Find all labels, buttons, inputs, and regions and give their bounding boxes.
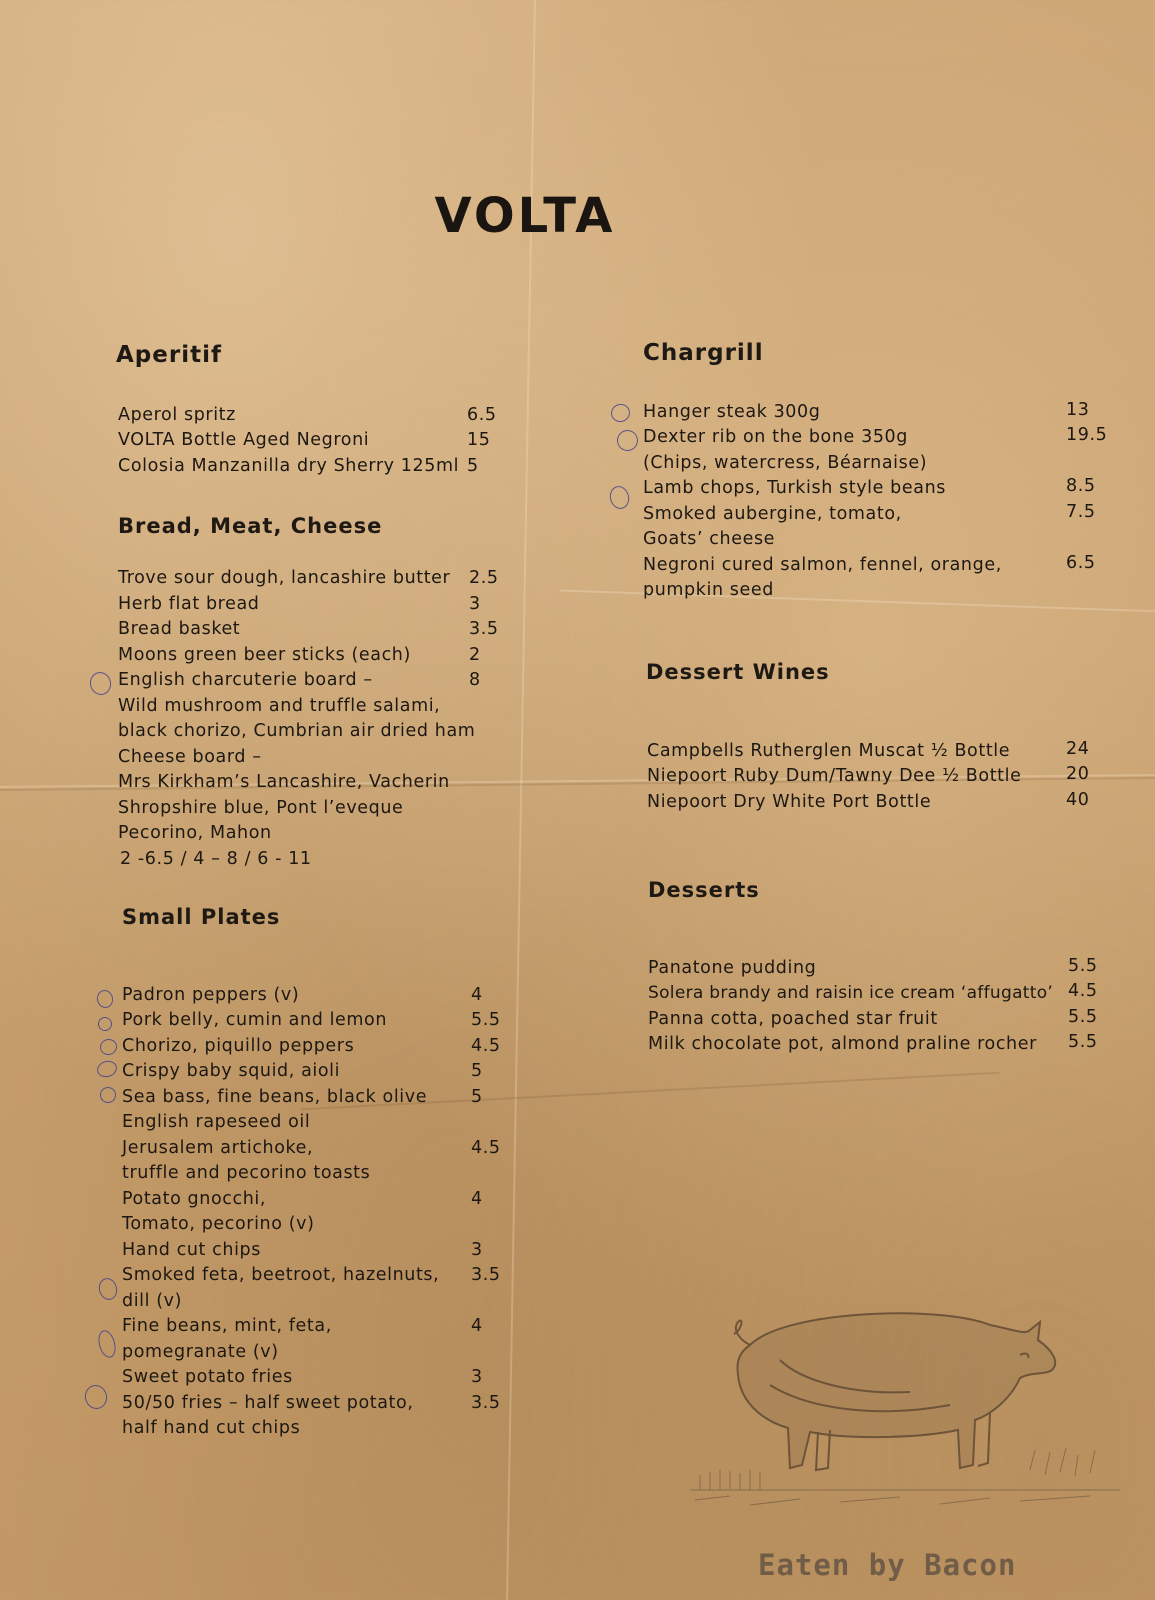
menu-line: Hand cut chips <box>122 1240 261 1260</box>
item-price: 40 <box>1066 790 1090 810</box>
item-price: 19.5 <box>1066 425 1108 445</box>
item-price: 5 <box>471 1061 483 1081</box>
menu-line: Jerusalem artichoke, <box>122 1138 314 1158</box>
menu-line: Padron peppers (v) <box>122 985 300 1005</box>
item-price: 8 <box>469 670 481 690</box>
menu-item: Panna cotta, poached star fruit <box>648 1009 938 1029</box>
item-price: 3 <box>469 594 481 614</box>
chargrill-heading: Chargrill <box>643 340 764 366</box>
menu-line: 2 -6.5 / 4 – 8 / 6 - 11 <box>120 849 312 869</box>
menu-item: Niepoort Dry White Port Bottle <box>647 792 932 812</box>
pig-illustration <box>690 1300 1120 1520</box>
pen-circle-mark <box>607 484 631 511</box>
pen-circle-mark <box>95 1059 118 1080</box>
item-price: 3.5 <box>469 619 499 639</box>
item-price: 7.5 <box>1066 502 1096 522</box>
menu-line: Mrs Kirkham’s Lancashire, Vacherin <box>118 772 450 792</box>
aperitif-heading: Aperitif <box>116 342 222 368</box>
menu-line: pumpkin seed <box>643 580 774 600</box>
menu-line: Dexter rib on the bone 350g <box>643 427 908 447</box>
menu-line: black chorizo, Cumbrian air dried ham <box>118 721 476 741</box>
menu-line: Pecorino, Mahon <box>118 823 272 843</box>
item-price: 13 <box>1066 400 1090 420</box>
item-price: 4.5 <box>471 1138 501 1158</box>
menu-line: Smoked aubergine, tomato, <box>643 504 902 524</box>
pen-circle-mark <box>95 988 115 1010</box>
watermark: Eaten by Bacon <box>758 1548 1017 1582</box>
pen-circle-mark <box>96 1015 113 1032</box>
bread-heading: Bread, Meat, Cheese <box>118 514 383 538</box>
pen-circle-mark <box>609 402 632 424</box>
menu-line: English charcuterie board – <box>118 670 373 690</box>
menu-line: Wild mushroom and truffle salami, <box>118 696 441 716</box>
menu-item: Colosia Manzanilla dry Sherry 125ml <box>118 456 460 476</box>
item-price: 4 <box>471 1189 483 1209</box>
menu-line: (Chips, watercress, Béarnaise) <box>643 453 928 473</box>
menu-line: Lamb chops, Turkish style beans <box>643 478 946 498</box>
pen-circle-mark <box>87 670 113 698</box>
item-price: 4 <box>471 1316 483 1336</box>
item-price: 4 <box>471 985 483 1005</box>
item-price: 3.5 <box>471 1265 501 1285</box>
menu-line: Negroni cured salmon, fennel, orange, <box>643 555 1002 575</box>
item-price: 3 <box>471 1367 483 1387</box>
item-price: 2 <box>469 645 481 665</box>
menu-title: VOLTA <box>434 188 616 244</box>
menu-line: Hanger steak 300g <box>643 402 821 422</box>
menu-line: half hand cut chips <box>122 1418 301 1438</box>
item-price: 24 <box>1066 739 1090 759</box>
menu-line: 50/50 fries – half sweet potato, <box>122 1393 414 1413</box>
item-price: 5.5 <box>1068 1007 1098 1027</box>
menu-line: English rapeseed oil <box>122 1112 311 1132</box>
item-price: 5.5 <box>1068 1032 1098 1052</box>
menu-line: Goats’ cheese <box>643 529 776 549</box>
menu-line: Chorizo, piquillo peppers <box>122 1036 355 1056</box>
item-price: 5.5 <box>1068 956 1098 976</box>
menu-item: Campbells Rutherglen Muscat ½ Bottle <box>647 741 1011 761</box>
item-price: 3 <box>471 1240 483 1260</box>
pen-circle-mark <box>82 1383 109 1412</box>
menu-line: Trove sour dough, lancashire butter <box>118 568 451 588</box>
menu-line: Pork belly, cumin and lemon <box>122 1010 388 1030</box>
item-price: 5 <box>471 1087 483 1107</box>
item-price: 5 <box>467 456 479 476</box>
menu-item: Solera brandy and raisin ice cream ‘affugatto’ <box>648 983 1054 1003</box>
item-price: 15 <box>467 430 491 450</box>
menu-line: Moons green beer sticks (each) <box>118 645 411 665</box>
menu-line: Sweet potato fries <box>122 1367 293 1387</box>
item-price: 6.5 <box>1066 553 1096 573</box>
menu-line: Shropshire blue, Pont l’eveque <box>118 798 404 818</box>
pen-circle-mark <box>98 1037 119 1057</box>
item-price: 20 <box>1066 764 1090 784</box>
item-price: 6.5 <box>467 405 497 425</box>
item-price: 2.5 <box>469 568 499 588</box>
pen-circle-mark <box>98 1085 118 1105</box>
menu-line: Cheese board – <box>118 747 262 767</box>
menu-line: Crispy baby squid, aioli <box>122 1061 341 1081</box>
pen-circle-mark <box>96 1328 119 1359</box>
menu-item: VOLTA Bottle Aged Negroni <box>118 430 370 450</box>
menu-line: Sea bass, fine beans, black olive <box>122 1087 428 1107</box>
menu-item: Milk chocolate pot, almond praline rocher <box>648 1034 1037 1054</box>
item-price: 4.5 <box>1068 981 1098 1001</box>
menu-line: Tomato, pecorino (v) <box>122 1214 315 1234</box>
menu-item: Panatone pudding <box>648 958 817 978</box>
item-price: 3.5 <box>471 1393 501 1413</box>
item-price: 4.5 <box>471 1036 501 1056</box>
menu-line: Smoked feta, beetroot, hazelnuts, <box>122 1265 440 1285</box>
small-plates-heading: Small Plates <box>122 905 281 929</box>
menu-line: Bread basket <box>118 619 241 639</box>
menu-line: truffle and pecorino toasts <box>122 1163 371 1183</box>
menu-item: Aperol spritz <box>118 405 236 425</box>
dessert-wines-heading: Dessert Wines <box>646 660 830 684</box>
desserts-heading: Desserts <box>648 878 760 902</box>
menu-line: pomegranate (v) <box>122 1342 279 1362</box>
menu-line: Fine beans, mint, feta, <box>122 1316 332 1336</box>
menu-line: Herb flat bread <box>118 594 260 614</box>
item-price: 8.5 <box>1066 476 1096 496</box>
menu-line: dill (v) <box>122 1291 183 1311</box>
pen-circle-mark <box>615 428 641 454</box>
item-price: 5.5 <box>471 1010 501 1030</box>
pen-circle-mark <box>96 1276 119 1302</box>
menu-item: Niepoort Ruby Dum/Tawny Dee ½ Bottle <box>647 766 1022 786</box>
menu-line: Potato gnocchi, <box>122 1189 267 1209</box>
